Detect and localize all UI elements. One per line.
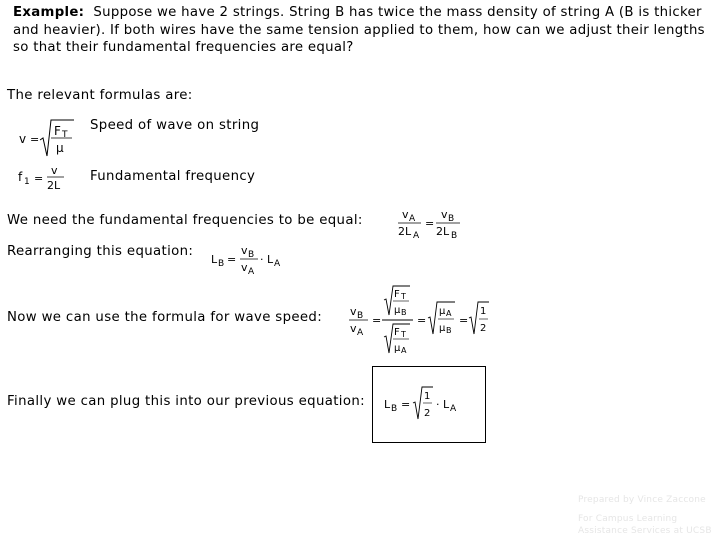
eq-vb: v xyxy=(241,244,248,257)
step-rearrange-text: Rearranging this equation: xyxy=(7,244,194,259)
eq-2la-sub: A xyxy=(413,231,420,241)
eq-lb: L xyxy=(211,253,218,266)
eq-ft-bottom-sub: T xyxy=(401,330,406,339)
eq-va: v xyxy=(241,261,248,274)
wave-speed-formula xyxy=(16,116,76,160)
eq-vb-sub: B xyxy=(248,250,255,260)
formula-eq: = xyxy=(30,133,40,146)
eq-va: v xyxy=(350,322,357,335)
equal-frequencies-equation xyxy=(396,205,466,241)
credit-author: Prepared by Vince Zaccone xyxy=(578,495,706,505)
eq-la: L xyxy=(443,398,450,411)
eq-mub-2: μ xyxy=(439,323,446,334)
eq-mub-2-sub: B xyxy=(446,326,452,335)
eq-equals: = xyxy=(227,253,237,266)
eq-equals: = xyxy=(401,398,411,411)
eq-vb-sub: B xyxy=(448,214,455,224)
eq-equals-2: = xyxy=(417,314,427,327)
speed-label: Speed of wave on string xyxy=(90,118,260,133)
eq-va-sub: A xyxy=(409,214,416,224)
frequency-label: Fundamental frequency xyxy=(90,169,256,184)
formula-mu: μ xyxy=(56,141,64,155)
eq-equals-3: = xyxy=(459,314,469,327)
example-paragraph xyxy=(13,4,713,57)
step-plug-text: Finally we can plug this into our previous equation: xyxy=(7,394,365,409)
final-equation xyxy=(382,384,462,422)
step-wave-speed-text: Now we can use the formula for wave speed: xyxy=(7,310,323,325)
eq-two: 2 xyxy=(424,408,431,419)
eq-va-sub: A xyxy=(357,328,364,338)
formula-f: f xyxy=(18,170,23,184)
credit-line-2: For Campus Learning xyxy=(578,514,678,524)
eq-ft-bottom: F xyxy=(394,327,400,338)
eq-la-sub: A xyxy=(274,259,281,269)
eq-mua-2: μ xyxy=(439,306,446,317)
formula-v: v xyxy=(19,132,27,146)
example-heading: Example: xyxy=(13,5,85,20)
eq-dot: · xyxy=(260,253,264,266)
formula-v: v xyxy=(51,164,58,177)
credit-line-3: Assistance Services at UCSB xyxy=(578,526,712,536)
eq-mua-sub: A xyxy=(401,346,407,355)
eq-la-sub: A xyxy=(450,404,457,414)
step-equal-text: We need the fundamental frequencies to be equal: xyxy=(7,213,363,228)
formula-2l: 2L xyxy=(47,179,61,192)
eq-mub: μ xyxy=(394,305,401,316)
eq-mub-sub: B xyxy=(401,308,407,317)
eq-la: L xyxy=(267,253,274,266)
formulas-intro: The relevant formulas are: xyxy=(7,88,193,103)
example-text: Suppose we have 2 strings. String B has twice the mass density of string A (B is thicker and heavier). If both wires have the same tension applied to them, how can we adjust their lengths so that their fundamental frequencies are equal? xyxy=(13,5,705,55)
eq-one: 1 xyxy=(480,306,487,317)
eq-dot: · xyxy=(436,398,440,411)
eq-vb-sub: B xyxy=(357,311,364,321)
eq-ft-top: F xyxy=(394,289,400,300)
eq-2la: 2L xyxy=(398,225,412,238)
eq-equals: = xyxy=(425,217,435,230)
eq-2lb-sub: B xyxy=(451,231,458,241)
eq-two: 2 xyxy=(480,323,487,334)
formula-f-sub: 1 xyxy=(24,177,30,187)
eq-ft-top-sub: T xyxy=(401,292,406,301)
formula-ft: F xyxy=(54,124,61,138)
eq-va: v xyxy=(402,208,409,221)
eq-mua-2-sub: A xyxy=(446,309,452,318)
wave-speed-ratio-equation xyxy=(346,284,491,356)
rearranged-equation xyxy=(209,242,289,278)
eq-lb-sub: B xyxy=(391,404,398,414)
eq-2lb: 2L xyxy=(436,225,450,238)
eq-lb: L xyxy=(384,398,391,411)
formula-eq: = xyxy=(34,172,44,185)
eq-va-sub: A xyxy=(248,267,255,277)
fundamental-frequency-formula xyxy=(18,162,78,194)
eq-lb-sub: B xyxy=(218,259,225,269)
formula-t-sub: T xyxy=(62,130,68,140)
eq-equals-1: = xyxy=(372,314,382,327)
eq-vb: v xyxy=(441,208,448,221)
eq-one: 1 xyxy=(424,391,431,402)
eq-vb: v xyxy=(350,305,357,318)
eq-mua: μ xyxy=(394,343,401,354)
